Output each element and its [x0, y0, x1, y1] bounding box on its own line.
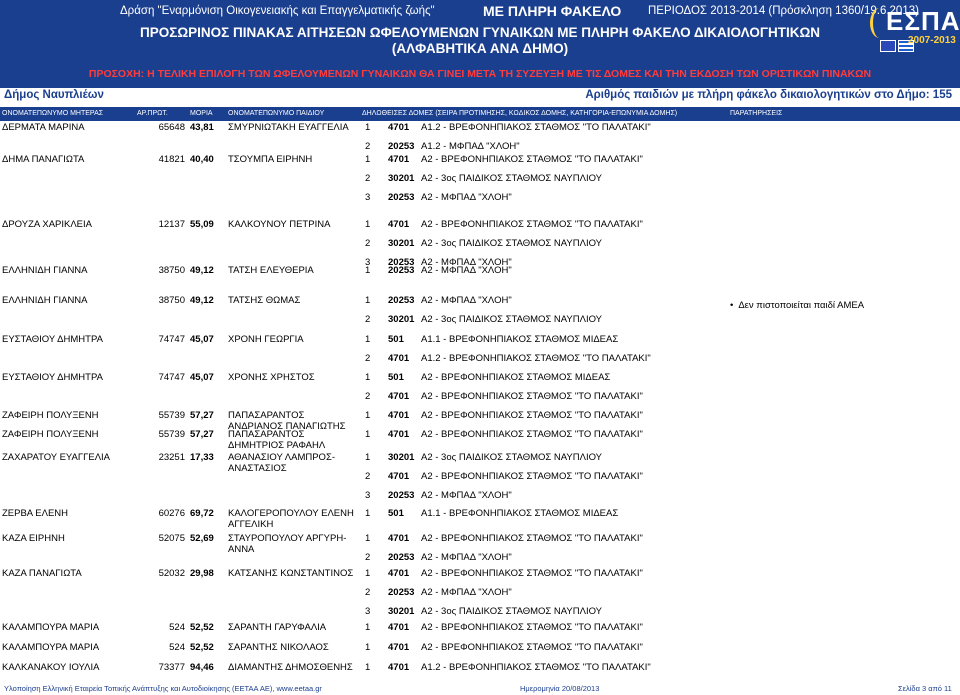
protocol-number: 12137 [158, 219, 185, 230]
structure-code: 501 [388, 508, 404, 519]
preference-order: 2 [365, 173, 371, 184]
page-footer [0, 684, 960, 695]
structure-name: Α2 - ΜΦΠΑΔ "ΧΛΟΗ" [421, 587, 512, 598]
structure-name: Α2 - ΒΡΕΦΟΝΗΠΙΑΚΟΣ ΣΤΑΘΜΟΣ "ΤΟ ΠΑΛΑΤΑΚΙ" [421, 429, 643, 440]
structure-name: Α1.2 - ΒΡΕΦΟΝΗΠΙΑΚΟΣ ΣΤΑΘΜΟΣ "ΤΟ ΠΑΛΑΤΑΚΙ" [421, 122, 651, 133]
child-name: ΚΑΤΣΑΝΗΣ ΚΩΝΣΤΑΝΤΙΝΟΣ [228, 568, 354, 579]
structure-code: 4701 [388, 662, 410, 673]
protocol-number: 60276 [158, 508, 185, 519]
protocol-number: 74747 [158, 372, 185, 383]
structure-code: 20253 [388, 141, 415, 152]
structure-code: 4701 [388, 154, 410, 165]
header-top-line [0, 3, 960, 21]
score-value: 45,07 [190, 372, 214, 383]
column-headers [0, 107, 960, 121]
structure-code: 30201 [388, 314, 415, 325]
structure-code: 30201 [388, 173, 415, 184]
structure-code: 4701 [388, 122, 410, 133]
child-name: ΤΣΟΥΜΠΑ ΕΙΡΗΝΗ [228, 154, 313, 165]
structure-name: Α1.1 - ΒΡΕΦΟΝΗΠΙΑΚΟΣ ΣΤΑΘΜΟΣ ΜΙΔΕΑΣ [421, 508, 619, 519]
col-structures: ΔΗΛΩΘΕΙΣΕΣ ΔΟΜΕΣ (ΣΕΙΡΑ ΠΡΟΤΙΜΗΣΗΣ, ΚΩΔΙΚΟΣ ΔΟΜΗΣ, ΚΑΤΗΓΟΡΙΑ-ΕΠΩΝΥΜΙΑ ΔΟΜΗΣ) [362, 110, 678, 117]
col-score: ΜΟΡΙΑ [190, 110, 213, 117]
child-name: ΚΑΛΚΟΥΝΟΥ ΠΕΤΡΙΝΑ [228, 219, 331, 230]
structure-code: 4701 [388, 219, 410, 230]
period-label: ΠΕΡΙΟΔΟΣ 2013-2014 (Πρόσκληση 1360/19.6.2013) [648, 5, 919, 17]
mother-name: ΖΑΦΕΙΡΗ ΠΟΛΥΞΕΝΗ [2, 410, 99, 421]
preference-order: 1 [365, 662, 371, 673]
mother-name: ΚΑΖΑ ΕΙΡΗΝΗ [2, 533, 65, 544]
logo-years: 2007-2013 [908, 35, 956, 46]
structure-code: 4701 [388, 533, 410, 544]
remark-text: • Δεν πιστοποιείται παιδί ΑΜΕΑ [730, 300, 864, 311]
protocol-number: 524 [169, 642, 185, 653]
score-value: 52,52 [190, 622, 214, 633]
preference-order: 2 [365, 552, 371, 563]
protocol-number: 55739 [158, 429, 185, 440]
child-name: ΔΙΑΜΑΝΤΗΣ ΔΗΜΟΣΘΕΝΗΣ [228, 662, 353, 673]
child-name: ΧΡΟΝΗ ΓΕΩΡΓΙΑ [228, 334, 304, 345]
score-value: 52,69 [190, 533, 214, 544]
child-name: ΤΑΤΣΗ ΕΛΕΥΘΕΡΙΑ [228, 265, 314, 276]
preference-order: 1 [365, 533, 371, 544]
structure-name: Α2 - ΒΡΕΦΟΝΗΠΙΑΚΟΣ ΣΤΑΘΜΟΣ "ΤΟ ΠΑΛΑΤΑΚΙ" [421, 622, 643, 633]
structure-name: Α2 - ΒΡΕΦΟΝΗΠΙΑΚΟΣ ΣΤΑΘΜΟΣ "ΤΟ ΠΑΛΑΤΑΚΙ" [421, 154, 643, 165]
mother-name: ΕΥΣΤΑΘΙΟΥ ΔΗΜΗΤΡΑ [2, 372, 103, 383]
child-name: ΚΑΛΟΓΕΡΟΠΟΥΛΟΥ ΕΛΕΝΗ ΑΓΓΕΛΙΚΗ [228, 508, 354, 530]
structure-code: 30201 [388, 238, 415, 249]
preference-order: 2 [365, 353, 371, 364]
score-value: 94,46 [190, 662, 214, 673]
preference-order: 1 [365, 295, 371, 306]
mother-name: ΚΑΖΑ ΠΑΝΑΓΙΩΤΑ [2, 568, 82, 579]
structure-code: 4701 [388, 429, 410, 440]
score-value: 43,81 [190, 122, 214, 133]
child-name: ΧΡΟΝΗΣ ΧΡΗΣΤΟΣ [228, 372, 315, 383]
logo-text: ΕΣΠΑ [886, 6, 960, 36]
eu-flag-icon [880, 40, 896, 52]
score-value: 57,27 [190, 410, 214, 421]
score-value: 49,12 [190, 265, 214, 276]
mother-name: ΔΡΟΥΖΑ ΧΑΡΙΚΛΕΙΑ [2, 219, 92, 230]
structure-name: Α2 - ΜΦΠΑΔ "ΧΛΟΗ" [421, 257, 512, 268]
mother-name: ΕΥΣΤΑΘΙΟΥ ΔΗΜΗΤΡΑ [2, 334, 103, 345]
score-value: 55,09 [190, 219, 214, 230]
mother-name: ΕΛΛΗΝΙΔΗ ΓΙΑΝΝΑ [2, 295, 88, 306]
child-name: ΑΘΑΝΑΣΙΟΥ ΛΑΜΠΡΟΣ-ΑΝΑΣΤΑΣΙΟΣ [228, 452, 335, 474]
document-header [0, 0, 960, 88]
mother-name: ΚΑΛΚΑΝΑΚΟΥ ΙΟΥΛΙΑ [2, 662, 100, 673]
structure-name: Α1.2 - ΒΡΕΦΟΝΗΠΙΑΚΟΣ ΣΤΑΘΜΟΣ "ΤΟ ΠΑΛΑΤΑΚΙ" [421, 662, 651, 673]
structure-code: 20253 [388, 192, 415, 203]
structure-code: 20253 [388, 295, 415, 306]
preference-order: 2 [365, 391, 371, 402]
structure-code: 20253 [388, 490, 415, 501]
structure-name: Α2 - ΜΦΠΑΔ "ΧΛΟΗ" [421, 265, 512, 276]
structure-code: 4701 [388, 410, 410, 421]
preference-order: 3 [365, 192, 371, 203]
col-child: ΟΝΟΜΑΤΕΠΩΝΥΜΟ ΠΑΙΔΙΟΥ [228, 110, 325, 117]
preference-order: 1 [365, 154, 371, 165]
structure-code: 4701 [388, 622, 410, 633]
preference-order: 2 [365, 314, 371, 325]
score-value: 45,07 [190, 334, 214, 345]
preference-order: 1 [365, 568, 371, 579]
child-name: ΠΑΠΑΣΑΡΑΝΤΟΣ ΑΝΔΡΙΑΝΟΣ ΠΑΝΑΓΙΩΤΗΣ [228, 410, 346, 432]
structure-code: 4701 [388, 471, 410, 482]
protocol-number: 73377 [158, 662, 185, 673]
structure-name: Α2 - ΒΡΕΦΟΝΗΠΙΑΚΟΣ ΣΤΑΘΜΟΣ ΜΙΔΕΑΣ [421, 372, 611, 383]
preference-order: 1 [365, 508, 371, 519]
preference-order: 1 [365, 334, 371, 345]
preference-order: 2 [365, 471, 371, 482]
structure-name: Α2 - ΒΡΕΦΟΝΗΠΙΑΚΟΣ ΣΤΑΘΜΟΣ "ΤΟ ΠΑΛΑΤΑΚΙ" [421, 410, 643, 421]
score-value: 40,40 [190, 154, 214, 165]
score-value: 17,33 [190, 452, 214, 463]
preference-order: 1 [365, 372, 371, 383]
protocol-number: 55739 [158, 410, 185, 421]
structure-name: Α2 - ΒΡΕΦΟΝΗΠΙΑΚΟΣ ΣΤΑΘΜΟΣ "ΤΟ ΠΑΛΑΤΑΚΙ" [421, 533, 643, 544]
mother-name: ΖΑΦΕΙΡΗ ΠΟΛΥΞΕΝΗ [2, 429, 99, 440]
espa-logo [868, 2, 960, 57]
protocol-number: 524 [169, 622, 185, 633]
structure-name: Α1.1 - ΒΡΕΦΟΝΗΠΙΑΚΟΣ ΣΤΑΘΜΟΣ ΜΙΔΕΑΣ [421, 334, 619, 345]
structure-name: Α2 - 3ος ΠΑΙΔΙΚΟΣ ΣΤΑΘΜΟΣ ΝΑΥΠΛΙΟΥ [421, 606, 603, 617]
score-value: 57,27 [190, 429, 214, 440]
structure-name: Α1.2 - ΒΡΕΦΟΝΗΠΙΑΚΟΣ ΣΤΑΘΜΟΣ "ΤΟ ΠΑΛΑΤΑΚΙ" [421, 353, 651, 364]
document-subtitle: (ΑΛΦΑΒΗΤΙΚΑ ΑΝΑ ΔΗΜΟ) [391, 41, 569, 56]
score-value: 49,12 [190, 295, 214, 306]
mother-name: ΚΑΛΑΜΠΟΥΡΑ ΜΑΡΙΑ [2, 642, 100, 653]
structure-code: 4701 [388, 391, 410, 402]
child-name: ΣΤΑΥΡΟΠΟΥΛΟΥ ΑΡΓΥΡΗ-ΑΝΝΑ [228, 533, 347, 555]
structure-code: 4701 [388, 568, 410, 579]
preference-order: 1 [365, 219, 371, 230]
structure-name: Α2 - ΜΦΠΑΔ "ΧΛΟΗ" [421, 192, 512, 203]
structure-name: Α2 - ΒΡΕΦΟΝΗΠΙΑΚΟΣ ΣΤΑΘΜΟΣ "ΤΟ ΠΑΛΑΤΑΚΙ" [421, 642, 643, 653]
structure-name: Α2 - 3ος ΠΑΙΔΙΚΟΣ ΣΤΑΘΜΟΣ ΝΑΥΠΛΙΟΥ [421, 314, 603, 325]
preference-order: 2 [365, 587, 371, 598]
mother-name: ΔΗΜΑ ΠΑΝΑΓΙΩΤΑ [2, 154, 85, 165]
structure-name: Α2 - 3ος ΠΑΙΔΙΚΟΣ ΣΤΑΘΜΟΣ ΝΑΥΠΛΙΟΥ [421, 452, 603, 463]
footer-page: Σελίδα 3 από 11 [898, 684, 952, 693]
preference-order: 1 [365, 429, 371, 440]
child-name: ΣΑΡΑΝΤΗΣ ΝΙΚΟΛΑΟΣ [228, 642, 329, 653]
child-name: ΠΑΠΑΣΑΡΑΝΤΟΣ ΔΗΜΗΤΡΙΟΣ ΡΑΦΑΗΛ [228, 429, 326, 451]
municipality-name: Δήμος Ναυπλιέων [4, 89, 104, 101]
mother-name: ΖΕΡΒΑ ΕΛΕΝΗ [2, 508, 69, 519]
children-count: Αριθμός παιδιών με πλήρη φάκελο δικαιολογητικών στο Δήμο: 155 [585, 89, 952, 101]
preference-order: 1 [365, 122, 371, 133]
municipality-bar [0, 88, 960, 104]
structure-name: Α2 - ΜΦΠΑΔ "ΧΛΟΗ" [421, 490, 512, 501]
mother-name: ΖΑΧΑΡΑΤΟΥ ΕΥΑΓΓΕΛΙΑ [2, 452, 111, 463]
protocol-number: 38750 [158, 265, 185, 276]
preference-order: 1 [365, 642, 371, 653]
structure-code: 30201 [388, 452, 415, 463]
structure-code: 20253 [388, 257, 415, 268]
mother-name: ΕΛΛΗΝΙΔΗ ΓΙΑΝΝΑ [2, 265, 88, 276]
mother-name: ΚΑΛΑΜΠΟΥΡΑ ΜΑΡΙΑ [2, 622, 100, 633]
full-file-label: ΜΕ ΠΛΗΡΗ ΦΑΚΕΛΟ [483, 3, 622, 19]
col-remarks: ΠΑΡΑΤΗΡΗΣΕΙΣ [730, 110, 783, 117]
structure-name: Α1.2 - ΜΦΠΑΔ "ΧΛΟΗ" [421, 141, 520, 152]
preference-order: 2 [365, 141, 371, 152]
child-name: ΤΑΤΣΗΣ ΘΩΜΑΣ [228, 295, 301, 306]
structure-name: Α2 - ΒΡΕΦΟΝΗΠΙΑΚΟΣ ΣΤΑΘΜΟΣ "ΤΟ ΠΑΛΑΤΑΚΙ" [421, 391, 643, 402]
structure-code: 4701 [388, 642, 410, 653]
structure-name: Α2 - ΒΡΕΦΟΝΗΠΙΑΚΟΣ ΣΤΑΘΜΟΣ "ΤΟ ΠΑΛΑΤΑΚΙ" [421, 471, 643, 482]
applications-table [0, 122, 960, 677]
document-title: ΠΡΟΣΩΡΙΝΟΣ ΠΙΝΑΚΑΣ ΑΙΤΗΣΕΩΝ ΩΦΕΛΟΥΜΕΝΩΝ ΓΥΝΑΙΚΩΝ ΜΕ ΠΛΗΡΗ ΦΑΚΕΛΟ ΔΙΚΑΙΟΛΟΓΗΤΙΚΩΝ [139, 25, 821, 40]
preference-order: 1 [365, 410, 371, 421]
preference-order: 1 [365, 622, 371, 633]
notice-text: ΠΡΟΣΟΧΗ: Η ΤΕΛΙΚΗ ΕΠΙΛΟΓΗ ΤΩΝ ΩΦΕΛΟΥΜΕΝΩΝ ΓΥΝΑΙΚΩΝ ΘΑ ΓΙΝΕΙ ΜΕΤΑ ΤΗ ΣΥΖΕΥΞΗ ΜΕ ΤΙΣ ΔΟΜΕΣ ΚΑΙ ΤΗΝ ΕΚΔΟΣΗ ΤΩΝ ΟΡΙΣΤΙΚΩΝ ΠΙΝΑΚΩΝ [88, 68, 872, 80]
preference-order: 3 [365, 257, 371, 268]
preference-order: 1 [365, 265, 371, 276]
protocol-number: 41821 [158, 154, 185, 165]
preference-order: 3 [365, 490, 371, 501]
child-name: ΣΜΥΡΝΙΩΤΑΚΗ ΕΥΑΓΓΕΛΙΑ [228, 122, 349, 133]
structure-name: Α2 - ΜΦΠΑΔ "ΧΛΟΗ" [421, 552, 512, 563]
structure-name: Α2 - ΜΦΠΑΔ "ΧΛΟΗ" [421, 295, 512, 306]
mother-name: ΔΕΡΜΑΤΑ ΜΑΡΙΝΑ [2, 122, 85, 133]
footer-date: Ημερομηνία 20/08/2013 [520, 684, 600, 693]
structure-name: Α2 - ΒΡΕΦΟΝΗΠΙΑΚΟΣ ΣΤΑΘΜΟΣ "ΤΟ ΠΑΛΑΤΑΚΙ" [421, 568, 643, 579]
protocol-number: 74747 [158, 334, 185, 345]
col-mother: ΟΝΟΜΑΤΕΠΩΝΥΜΟ ΜΗΤΕΡΑΣ [2, 110, 104, 117]
col-prot: ΑΡ.ΠΡΩΤ. [137, 110, 168, 117]
structure-code: 4701 [388, 353, 410, 364]
structure-code: 20253 [388, 552, 415, 563]
protocol-number: 52032 [158, 568, 185, 579]
score-value: 29,98 [190, 568, 214, 579]
preference-order: 3 [365, 606, 371, 617]
preference-order: 2 [365, 238, 371, 249]
preference-order: 1 [365, 452, 371, 463]
footer-company: Υλοποίηση Ελληνική Εταιρεία Τοπικής Ανάπτυξης και Αυτοδιοίκησης (ΕΕΤΑΑ ΑΕ), www.eetaa.gr [4, 684, 322, 693]
structure-name: Α2 - 3ος ΠΑΙΔΙΚΟΣ ΣΤΑΘΜΟΣ ΝΑΥΠΛΙΟΥ [421, 238, 603, 249]
protocol-number: 23251 [158, 452, 185, 463]
score-value: 69,72 [190, 508, 214, 519]
structure-code: 20253 [388, 587, 415, 598]
structure-code: 501 [388, 334, 404, 345]
structure-name: Α2 - ΒΡΕΦΟΝΗΠΙΑΚΟΣ ΣΤΑΘΜΟΣ "ΤΟ ΠΑΛΑΤΑΚΙ" [421, 219, 643, 230]
structure-name: Α2 - 3ος ΠΑΙΔΙΚΟΣ ΣΤΑΘΜΟΣ ΝΑΥΠΛΙΟΥ [421, 173, 603, 184]
structure-code: 30201 [388, 606, 415, 617]
score-value: 52,52 [190, 642, 214, 653]
child-name: ΣΑΡΑΝΤΗ ΓΑΡΥΦΑΛΙΑ [228, 622, 327, 633]
protocol-number: 52075 [158, 533, 185, 544]
protocol-number: 65648 [158, 122, 185, 133]
structure-code: 501 [388, 372, 404, 383]
structure-code: 20253 [388, 265, 415, 276]
protocol-number: 38750 [158, 295, 185, 306]
program-title: Δράση "Εναρμόνιση Οικογενειακής και Επαγγελματικής ζωής" [120, 5, 435, 17]
